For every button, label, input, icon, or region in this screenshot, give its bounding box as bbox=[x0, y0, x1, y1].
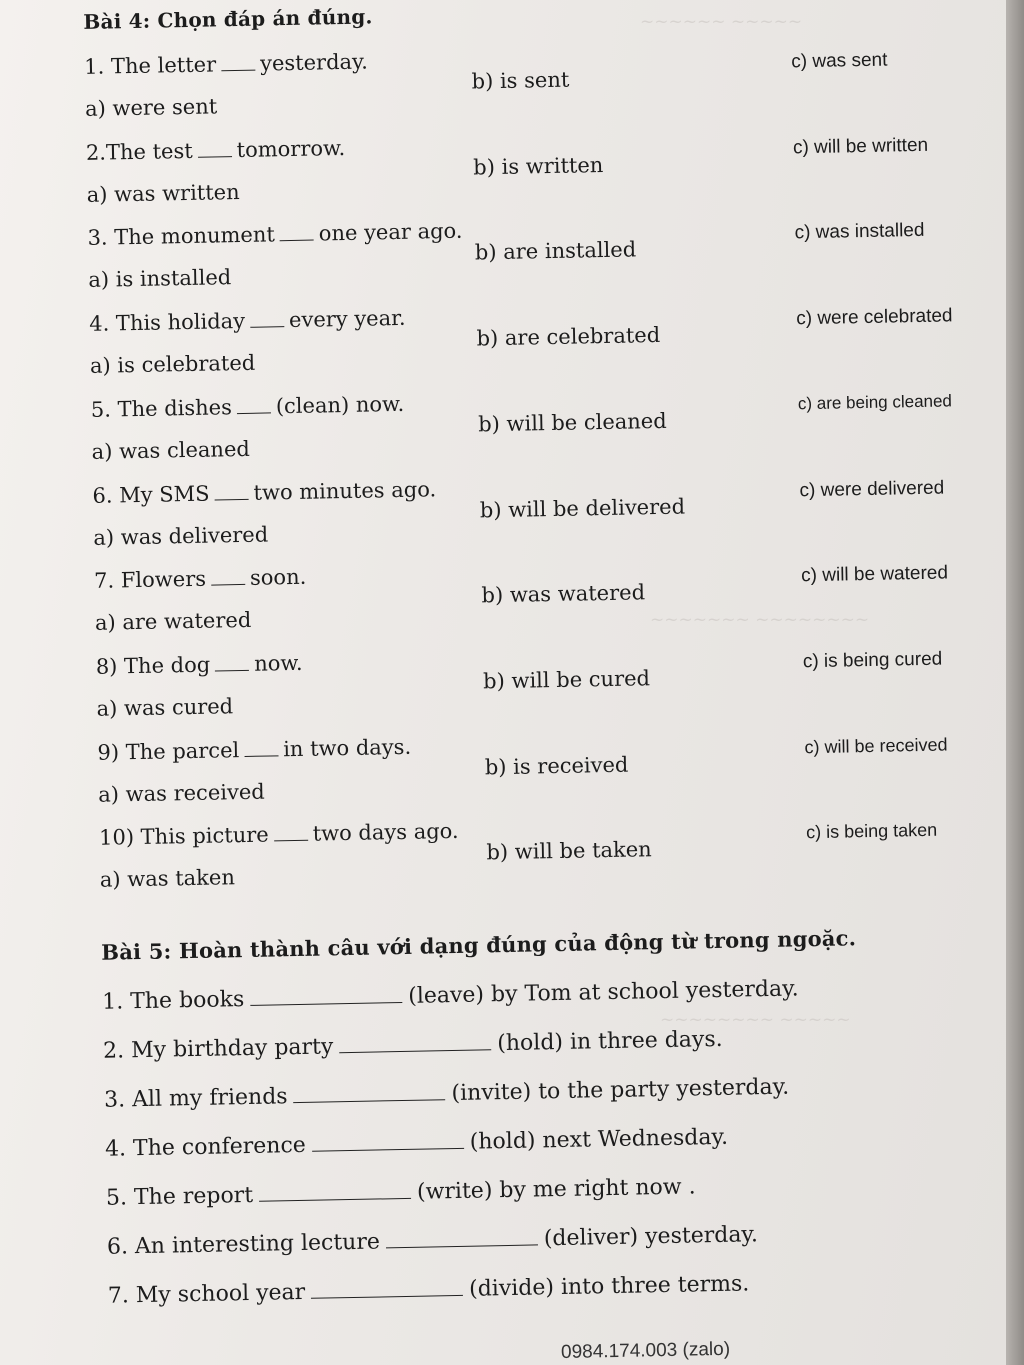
option-c: c) was installed bbox=[794, 220, 925, 244]
question-tail: one year ago. bbox=[318, 219, 463, 246]
option-c: c) will be watered bbox=[800, 562, 949, 587]
answer-blank bbox=[215, 656, 249, 672]
sentence-start: 7. My school year bbox=[107, 1279, 306, 1309]
question-tail: soon. bbox=[249, 564, 307, 591]
answer-blank bbox=[259, 1184, 411, 1202]
answer-blank bbox=[312, 1134, 464, 1152]
fill-sentence-2 bbox=[103, 1027, 723, 1064]
bleed-through-text: ~~~~~~~~ ~~~~~ bbox=[660, 1010, 851, 1030]
answer-blank bbox=[274, 826, 308, 842]
question-stem: 4. This holiday bbox=[88, 308, 246, 336]
sentence-start: 1. The books bbox=[102, 987, 245, 1015]
answer-blank bbox=[198, 142, 232, 158]
question-2 bbox=[86, 136, 346, 165]
question-tail: now. bbox=[253, 650, 303, 676]
sentence-end: (divide) into three terms. bbox=[468, 1271, 750, 1302]
sentence-end: (hold) next Wednesday. bbox=[469, 1124, 729, 1155]
option-b: b) was watered bbox=[481, 580, 646, 608]
question-stem: 7. Flowers bbox=[93, 566, 207, 594]
option-b: b) will be cleaned bbox=[477, 408, 667, 437]
option-c: c) is being cured bbox=[802, 648, 943, 673]
question-5 bbox=[91, 392, 405, 422]
exercise-4-title: Bài 4: Chọn đáp án đúng. bbox=[83, 4, 373, 34]
fill-sentence-7 bbox=[108, 1271, 750, 1308]
question-tail: in two days. bbox=[282, 734, 412, 761]
answer-blank bbox=[386, 1230, 538, 1248]
fill-sentence-4 bbox=[105, 1125, 728, 1162]
fill-sentence-5 bbox=[106, 1174, 696, 1210]
answer-blank bbox=[244, 741, 278, 757]
question-stem: 8) The dog bbox=[95, 652, 211, 679]
answer-blank bbox=[250, 988, 402, 1006]
option-b: b) will be delivered bbox=[479, 493, 686, 522]
option-c: c) were celebrated bbox=[796, 305, 953, 330]
question-stem: 3. The monument bbox=[87, 222, 276, 251]
fill-sentence-1 bbox=[102, 976, 799, 1014]
question-stem: 10) This picture bbox=[98, 822, 269, 851]
bleed-through-text: ~~~~~~ ~~~~~ bbox=[640, 12, 803, 32]
option-b: b) is written bbox=[473, 152, 604, 180]
question-tail: two minutes ago. bbox=[253, 476, 437, 505]
question-4 bbox=[89, 306, 406, 336]
option-c: c) will be received bbox=[804, 734, 948, 757]
page-edge bbox=[1006, 0, 1024, 1365]
option-a: a) were sent bbox=[84, 94, 218, 121]
option-c: c) will be written bbox=[792, 134, 929, 159]
question-3 bbox=[87, 219, 462, 250]
option-c: c) are being cleaned bbox=[797, 391, 953, 414]
question-tail: yesterday. bbox=[259, 49, 368, 76]
sentence-end: (invite) to the party yesterday. bbox=[451, 1074, 790, 1107]
option-b: b) are celebrated bbox=[476, 323, 661, 351]
question-stem: 2.The test bbox=[85, 138, 193, 165]
question-tail: every year. bbox=[288, 305, 406, 333]
option-a: a) was taken bbox=[99, 865, 236, 893]
sentence-start: 3. All my friends bbox=[103, 1084, 288, 1113]
option-a: a) was delivered bbox=[93, 521, 269, 550]
sentence-end: (deliver) yesterday. bbox=[543, 1222, 759, 1252]
question-tail: tomorrow. bbox=[236, 135, 346, 162]
question-stem: 6. My SMS bbox=[92, 481, 210, 508]
question-9 bbox=[97, 734, 411, 764]
question-stem: 9) The parcel bbox=[97, 737, 240, 765]
question-tail: (clean) now. bbox=[275, 391, 405, 419]
option-b: b) are installed bbox=[474, 237, 637, 265]
worksheet bbox=[80, 0, 1006, 1365]
sentence-start: 6. An interesting lecture bbox=[106, 1229, 381, 1260]
question-8 bbox=[96, 651, 303, 679]
answer-blank bbox=[221, 56, 255, 72]
answer-blank bbox=[250, 312, 284, 328]
question-10 bbox=[99, 819, 459, 850]
question-7 bbox=[94, 565, 307, 593]
option-a: a) was cleaned bbox=[91, 436, 251, 464]
question-stem: 5. The dishes bbox=[90, 394, 233, 422]
option-c: c) were delivered bbox=[799, 477, 945, 501]
sentence-start: 2. My birthday party bbox=[102, 1034, 334, 1064]
answer-blank bbox=[311, 1281, 463, 1299]
answer-blank bbox=[293, 1085, 445, 1103]
option-a: a) was cured bbox=[96, 694, 234, 721]
option-a: a) was received bbox=[98, 779, 265, 807]
option-b: b) will be taken bbox=[486, 837, 652, 865]
answer-blank bbox=[211, 570, 245, 586]
answer-blank bbox=[214, 484, 248, 500]
exercise-5-title: Bài 5: Hoàn thành câu với dạng đúng của động từ trong ngoặc. bbox=[101, 925, 857, 965]
answer-blank bbox=[339, 1035, 491, 1053]
option-b: b) is received bbox=[484, 752, 629, 779]
option-a: a) are watered bbox=[94, 608, 252, 636]
option-b: b) will be cured bbox=[482, 666, 651, 694]
sentence-end: (hold) in three days. bbox=[497, 1026, 723, 1057]
fill-sentence-3 bbox=[104, 1075, 789, 1113]
sentence-start: 5. The report bbox=[105, 1182, 254, 1211]
option-b: b) is sent bbox=[471, 67, 570, 94]
option-a: a) is celebrated bbox=[89, 350, 256, 378]
sentence-end: (leave) by Tom at school yesterday. bbox=[407, 976, 799, 1009]
fill-sentence-6 bbox=[107, 1222, 758, 1259]
footer-contact: 0984.174.003 (zalo) bbox=[560, 1338, 731, 1364]
option-c: c) is being taken bbox=[805, 819, 938, 843]
sentence-end: (write) by me right now . bbox=[416, 1174, 696, 1205]
bleed-through-text: ~~~~~~~ ~~~~~~~~ bbox=[650, 610, 870, 630]
question-stem: 1. The letter bbox=[84, 52, 217, 79]
answer-blank bbox=[237, 398, 271, 414]
answer-blank bbox=[280, 226, 314, 242]
option-a: a) is installed bbox=[88, 265, 232, 293]
option-c: c) was sent bbox=[791, 49, 888, 73]
sentence-start: 4. The conference bbox=[104, 1132, 307, 1162]
question-tail: two days ago. bbox=[312, 819, 459, 846]
question-1 bbox=[84, 49, 368, 78]
question-6 bbox=[92, 477, 436, 508]
option-a: a) was written bbox=[86, 179, 240, 207]
